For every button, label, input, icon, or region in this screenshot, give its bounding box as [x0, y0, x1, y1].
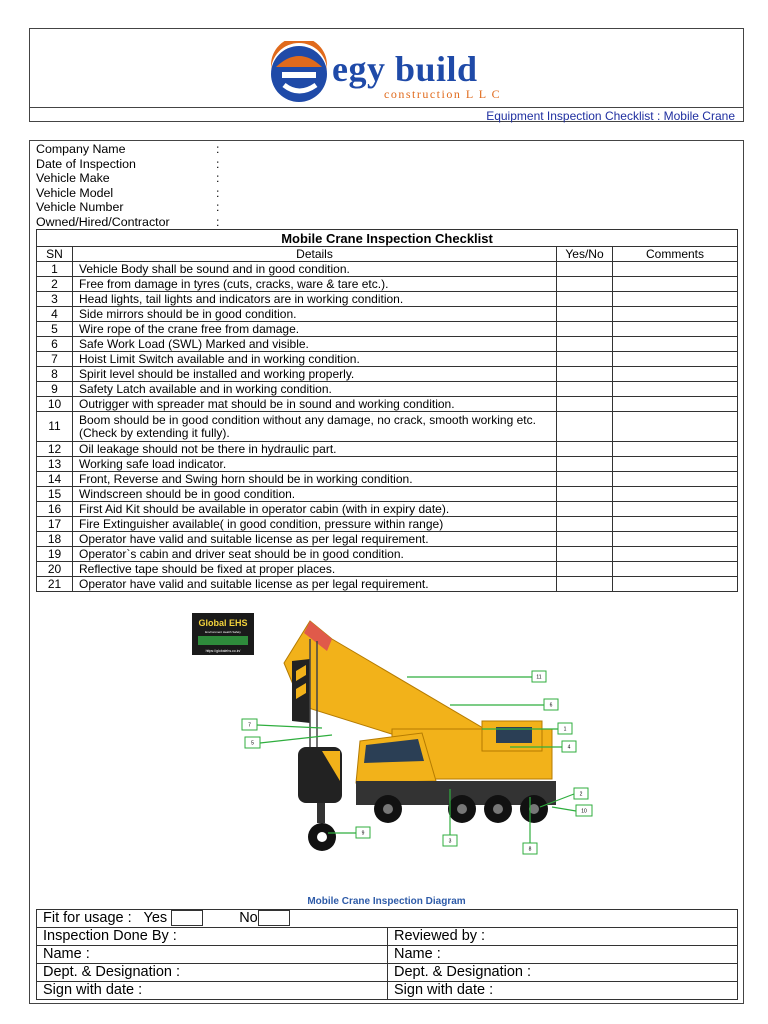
checklist-sn: 14 [37, 472, 73, 487]
checklist-sn: 7 [37, 352, 73, 367]
callout-label: 3 [448, 838, 452, 845]
checklist-row [37, 292, 738, 307]
yesno-cell[interactable] [557, 292, 613, 307]
yesno-cell[interactable] [557, 517, 613, 532]
comments-cell[interactable] [613, 442, 738, 457]
checklist-details: Windscreen should be in good condition. [73, 487, 557, 502]
reviewed-by-field[interactable]: Reviewed by : [388, 928, 738, 946]
comments-cell[interactable] [613, 532, 738, 547]
signoff-row [37, 982, 738, 1000]
callout-label: 6 [549, 702, 553, 709]
callout-label: 11 [536, 674, 542, 681]
info-label: Company Name [36, 142, 126, 156]
checklist-sn: 12 [37, 442, 73, 457]
checklist-details: First Aid Kit should be available in operator cabin (with in expiry date). [73, 502, 557, 517]
checklist-details: Vehicle Body shall be sound and in good condition. [73, 262, 557, 277]
info-label: Vehicle Model [36, 185, 114, 200]
checklist-title: Mobile Crane Inspection Checklist [37, 230, 738, 247]
callout-label: 8 [528, 846, 532, 853]
comments-cell[interactable] [613, 262, 738, 277]
checklist-details: Fire Extinguisher available( in good condition, pressure within range) [73, 517, 557, 532]
fit-for-usage-row [37, 910, 738, 928]
info-colon: : [216, 142, 220, 156]
comments-cell[interactable] [613, 547, 738, 562]
signoff-row [37, 928, 738, 946]
logo-main-text: egy build [332, 49, 478, 89]
document-subtitle: Equipment Inspection Checklist : Mobile Crane [486, 109, 735, 123]
logo-sub-text: construction L L C [384, 87, 502, 101]
checklist-row [37, 457, 738, 472]
comments-cell[interactable] [613, 517, 738, 532]
checklist-sn: 8 [37, 367, 73, 382]
checklist-details: Operator have valid and suitable license as per legal requirement. [73, 532, 557, 547]
info-colon: : [216, 171, 220, 185]
yesno-cell[interactable] [557, 382, 613, 397]
header-divider [30, 107, 743, 108]
reviewer-name-field[interactable]: Name : [388, 946, 738, 964]
yesno-cell[interactable] [557, 412, 613, 442]
signoff-table [36, 909, 738, 1000]
callout-6 [450, 699, 558, 710]
yesno-cell[interactable] [557, 532, 613, 547]
vehicle-info [36, 142, 226, 229]
info-row [36, 186, 226, 201]
callout-label: 4 [567, 744, 571, 751]
checklist-details: Working safe load indicator. [73, 457, 557, 472]
callout-label: 10 [581, 808, 587, 815]
checklist-details: Front, Reverse and Swing horn should be in working condition. [73, 472, 557, 487]
yesno-cell[interactable] [557, 262, 613, 277]
checklist-details: Boom should be in good condition without any damage, no crack, smooth working etc.(Check by extending it fully). [73, 412, 557, 442]
comments-cell[interactable] [613, 382, 738, 397]
checklist-sn: 17 [37, 517, 73, 532]
callout-label: 5 [251, 740, 254, 747]
comments-cell[interactable] [613, 352, 738, 367]
checklist-sn: 16 [37, 502, 73, 517]
checklist-sn: 10 [37, 397, 73, 412]
checklist-row [37, 562, 738, 577]
checklist-sn: 15 [37, 487, 73, 502]
info-row [36, 157, 226, 172]
info-colon: : [216, 156, 220, 171]
checklist-title-row [37, 230, 738, 247]
diagram-caption: Mobile Crane Inspection Diagram [307, 896, 466, 907]
inspection-form [29, 140, 744, 1004]
badge-url: https://globalehs.co.in/ [205, 649, 241, 653]
inspection-done-by-field[interactable]: Inspection Done By : [37, 928, 388, 946]
yesno-cell[interactable] [557, 277, 613, 292]
checklist-sn: 11 [37, 412, 73, 442]
yesno-cell[interactable] [557, 352, 613, 367]
comments-cell[interactable] [613, 367, 738, 382]
callout-label: 9 [361, 830, 365, 837]
yes-checkbox[interactable] [171, 910, 203, 926]
info-label: Vehicle Make [36, 171, 110, 185]
checklist-row [37, 517, 738, 532]
yesno-cell[interactable] [557, 472, 613, 487]
checklist-sn: 18 [37, 532, 73, 547]
checklist-row [37, 547, 738, 562]
checklist-row [37, 337, 738, 352]
badge-leaf-icon [198, 636, 248, 645]
yesno-cell[interactable] [557, 442, 613, 457]
header-sn: SN [37, 247, 73, 262]
checklist-row [37, 487, 738, 502]
info-label: Vehicle Number [36, 200, 124, 214]
callout-label: 7 [248, 722, 251, 729]
checklist-row [37, 367, 738, 382]
checklist-row [37, 277, 738, 292]
callout-11 [407, 671, 546, 682]
info-colon: : [216, 185, 220, 200]
comments-cell[interactable] [613, 307, 738, 322]
no-label: No [239, 910, 258, 926]
checklist-row [37, 472, 738, 487]
fit-for-usage-cell [37, 910, 738, 928]
info-row [36, 215, 226, 230]
yesno-cell[interactable] [557, 577, 613, 592]
checklist-details: Operator have valid and suitable license as per legal requirement. [73, 577, 557, 592]
yesno-cell[interactable] [557, 337, 613, 352]
checklist-header-row [37, 247, 738, 262]
info-row [36, 171, 226, 186]
company-logo [266, 37, 506, 107]
checklist-details: Hoist Limit Switch available and in working condition. [73, 352, 557, 367]
crane-diagram [192, 611, 612, 857]
inspector-dept-field[interactable]: Dept. & Designation : [37, 964, 388, 982]
yesno-cell[interactable] [557, 547, 613, 562]
checklist-details: Safe Work Load (SWL) Marked and visible. [73, 337, 557, 352]
checklist-row [37, 262, 738, 277]
reviewer-sign-field[interactable]: Sign with date : [388, 982, 738, 1000]
no-checkbox[interactable] [258, 910, 290, 926]
info-label: Owned/Hired/Contractor [36, 214, 170, 229]
checklist-row [37, 307, 738, 322]
comments-cell[interactable] [613, 412, 738, 442]
document-header [29, 28, 744, 122]
checklist-details: Outrigger with spreader mat should be in sound and working condition. [73, 397, 557, 412]
comments-cell[interactable] [613, 577, 738, 592]
checklist-details: Free from damage in tyres (cuts, cracks, ware & tare etc.). [73, 277, 557, 292]
checklist-sn: 3 [37, 292, 73, 307]
checklist-row [37, 532, 738, 547]
info-colon: : [216, 214, 220, 229]
badge-sub: Environment Health Safety [205, 630, 241, 634]
checklist-sn: 1 [37, 262, 73, 277]
comments-cell[interactable] [613, 337, 738, 352]
comments-cell[interactable] [613, 502, 738, 517]
checklist-body [37, 262, 738, 592]
checklist-details: Spirit level should be installed and working properly. [73, 367, 557, 382]
checklist-details: Head lights, tail lights and indicators are in working condition. [73, 292, 557, 307]
checklist-row [37, 397, 738, 412]
checklist-details: Side mirrors should be in good condition. [73, 307, 557, 322]
checklist-sn: 19 [37, 547, 73, 562]
comments-cell[interactable] [613, 487, 738, 502]
comments-cell[interactable] [613, 397, 738, 412]
global-ehs-badge [192, 613, 254, 655]
checklist-sn: 9 [37, 382, 73, 397]
checklist-row [37, 352, 738, 367]
yesno-cell[interactable] [557, 367, 613, 382]
inspector-sign-field[interactable]: Sign with date : [37, 982, 388, 1000]
info-label: Date of Inspection [36, 156, 136, 171]
checklist-details: Operator`s cabin and driver seat should be in good condition. [73, 547, 557, 562]
checklist-row [37, 322, 738, 337]
comments-cell[interactable] [613, 457, 738, 472]
comments-cell[interactable] [613, 472, 738, 487]
comments-cell[interactable] [613, 322, 738, 337]
yesno-cell[interactable] [557, 502, 613, 517]
checklist-row [37, 442, 738, 457]
callout-label: 1 [563, 726, 567, 733]
comments-cell[interactable] [613, 562, 738, 577]
checklist-row [37, 577, 738, 592]
header-yesno: Yes/No [557, 247, 613, 262]
checklist-sn: 20 [37, 562, 73, 577]
callout-label: 2 [579, 791, 583, 798]
comments-cell[interactable] [613, 292, 738, 307]
signoff-row [37, 964, 738, 982]
fit-label: Fit for usage : [43, 910, 132, 926]
checklist-sn: 6 [37, 337, 73, 352]
badge-title: Global EHS [198, 618, 248, 628]
checklist-sn: 4 [37, 307, 73, 322]
header-details: Details [73, 247, 557, 262]
yesno-cell[interactable] [557, 487, 613, 502]
logo-e-icon [268, 41, 330, 103]
yesno-cell[interactable] [557, 457, 613, 472]
callout-5 [245, 735, 332, 748]
crane-truck [356, 721, 556, 823]
checklist-sn: 13 [37, 457, 73, 472]
checklist-row [37, 412, 738, 442]
reviewer-dept-field[interactable]: Dept. & Designation : [388, 964, 738, 982]
yesno-cell[interactable] [557, 397, 613, 412]
comments-cell[interactable] [613, 277, 738, 292]
inspector-name-field[interactable]: Name : [37, 946, 388, 964]
checklist-details: Safety Latch available and in working condition. [73, 382, 557, 397]
info-row [36, 200, 226, 215]
yes-label: Yes [143, 910, 168, 926]
checklist-row [37, 502, 738, 517]
header-comments: Comments [613, 247, 738, 262]
checklist-details: Wire rope of the crane free from damage. [73, 322, 557, 337]
yesno-cell[interactable] [557, 562, 613, 577]
checklist-row [37, 382, 738, 397]
signoff-row [37, 946, 738, 964]
yesno-cell[interactable] [557, 307, 613, 322]
yesno-cell[interactable] [557, 322, 613, 337]
checklist-sn: 2 [37, 277, 73, 292]
callout-10 [552, 805, 592, 816]
info-colon: : [216, 200, 220, 214]
checklist-sn: 5 [37, 322, 73, 337]
checklist-table [36, 229, 738, 592]
checklist-sn: 21 [37, 577, 73, 592]
info-row [36, 142, 226, 157]
checklist-details: Reflective tape should be fixed at proper places. [73, 562, 557, 577]
checklist-details: Oil leakage should not be there in hydraulic part. [73, 442, 557, 457]
